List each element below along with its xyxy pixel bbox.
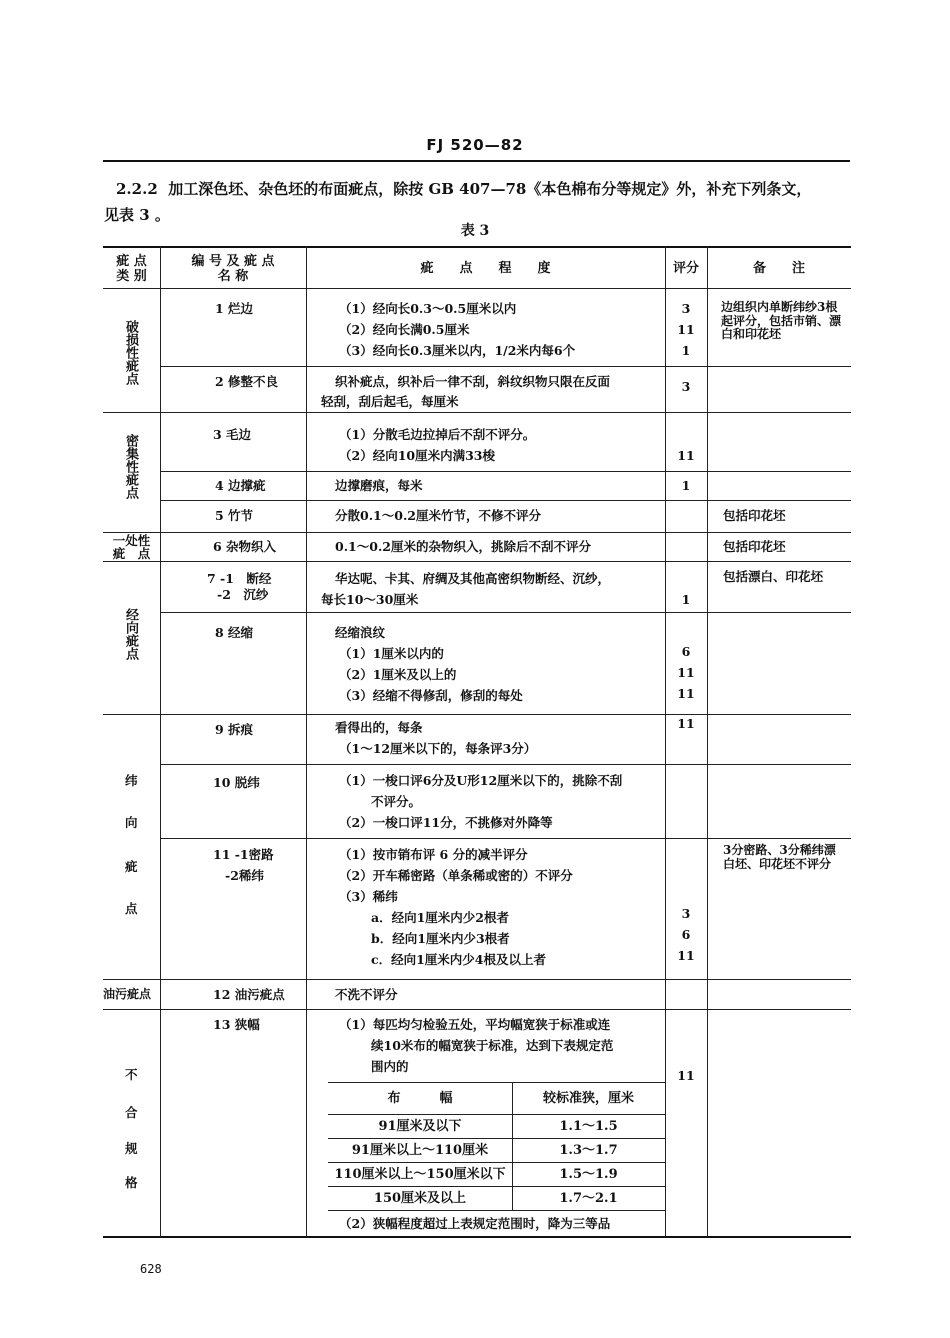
defect-score: 1 xyxy=(681,592,691,607)
defect-note: 包括印花坯 xyxy=(723,539,786,554)
width-table-header: 较标准狭，厘米 xyxy=(542,1091,634,1106)
defect-name: 12 油污疵点 xyxy=(213,987,285,1002)
defect-degree: （3）经缩不得修刮，修刮的每处 xyxy=(339,688,523,703)
defect-degree: 织补疵点，织补后一律不刮，斜纹织物只限在反面 xyxy=(335,374,611,389)
width-table-cell: 1.7～2.1 xyxy=(559,1191,618,1206)
width-table-cell: 1.1～1.5 xyxy=(559,1119,618,1134)
defect-degree: c．经向1厘米内少4根及以上者 xyxy=(371,952,547,967)
defect-name: 1 烂边 xyxy=(215,301,254,316)
defect-name: 3 毛边 xyxy=(213,427,252,442)
category-damage: 破损性疵点 xyxy=(123,320,138,385)
defect-name: 8 经缩 xyxy=(215,625,254,640)
defect-degree: （2）经向10厘米内满33梭 xyxy=(339,448,495,463)
defect-degree: （2）狭幅程度超过上表规定范围时，降为三等品 xyxy=(339,1216,611,1231)
defect-score: 3 xyxy=(681,906,691,921)
defect-degree: （1）一梭口评6分及U形12厘米以下的，挑除不刮 xyxy=(339,773,623,788)
defect-degree: b．经向1厘米内少3根者 xyxy=(371,931,510,946)
defect-score: 3 xyxy=(681,301,691,316)
defect-score: 3 xyxy=(681,379,691,394)
defect-name: 11 -1密路 xyxy=(213,847,274,862)
defect-degree: 续10米布的幅宽狭于标准，达到下表规定范 xyxy=(371,1038,614,1053)
defect-degree: 华达呢、卡其、府绸及其他高密织物断经、沉纱， xyxy=(335,571,611,586)
document-code: FJ 520—82 xyxy=(426,136,524,154)
defect-score: 11 xyxy=(677,948,695,963)
defect-note: 包括漂白、印花坯 xyxy=(723,569,824,584)
category-warp: 经向疵点 xyxy=(123,608,138,660)
defect-score: 6 xyxy=(681,644,691,659)
defect-name: 7 -1 断经 xyxy=(207,571,272,586)
defect-name: -2稀纬 xyxy=(225,868,264,883)
defect-score: 11 xyxy=(677,322,695,337)
page-number: 628 xyxy=(140,1262,162,1276)
table-title: 表 3 xyxy=(460,223,490,239)
header-rule xyxy=(103,160,850,162)
defect-degree: 0.1～0.2厘米的杂物织入，挑除后不刮不评分 xyxy=(335,539,591,554)
defect-name: 2 修整不良 xyxy=(215,374,279,389)
defect-degree: 边撑磨痕，每米 xyxy=(335,478,423,493)
defect-degree: （2）开车稀密路（单条稀或密的）不评分 xyxy=(339,868,573,883)
defect-name: 13 狭幅 xyxy=(213,1017,260,1032)
defect-degree: 分散0.1～0.2厘米竹节，不修不评分 xyxy=(335,508,541,523)
defect-score: 1 xyxy=(681,478,691,493)
defect-degree: （3）经向长0.3厘米以内，1/2米内每6个 xyxy=(339,343,576,358)
header-name: 编 号 及 疵 点 名 称 xyxy=(191,254,275,284)
defect-degree: 看得出的，每条 xyxy=(335,720,423,735)
defect-note: 3分密路、3分稀纬漂白坯、印花坯不评分 xyxy=(723,843,836,871)
defect-score: 11 xyxy=(677,1068,695,1083)
defect-degree: （2）一梭口评11分，不挑修对外降等 xyxy=(339,815,553,830)
defect-degree: 围内的 xyxy=(371,1059,409,1074)
section-number: 2.2.2 xyxy=(116,180,158,198)
defect-name: 9 拆痕 xyxy=(215,722,254,737)
category-dense: 密集性疵点 xyxy=(123,434,138,499)
defect-degree: （1）分散毛边拉掉后不刮不评分。 xyxy=(339,427,536,442)
defect-degree: （2）经向长满0.5厘米 xyxy=(339,322,470,337)
category-weft-4: 点 xyxy=(125,901,138,916)
defect-degree: （1～12厘米以下的，每条评3分） xyxy=(339,741,537,756)
defect-score: 11 xyxy=(677,448,695,463)
header-category: 疵 点 类 别 xyxy=(116,254,147,284)
defect-degree: （1）每匹均匀检验五处，平均幅宽狭于标准或连 xyxy=(339,1017,611,1032)
defect-degree: （1）1厘米以内的 xyxy=(339,646,444,661)
defect-degree: （1）按市销布评 6 分的减半评分 xyxy=(339,847,528,862)
category-weft-3: 疵 xyxy=(125,859,138,874)
width-table-cell: 91厘米及以下 xyxy=(378,1119,462,1134)
category-irregular-3: 规 xyxy=(125,1141,138,1156)
defect-degree: a．经向1厘米内少2根者 xyxy=(371,910,509,925)
category-irregular-2: 合 xyxy=(125,1105,138,1120)
category-oil: 油污疵点 xyxy=(103,987,152,1001)
width-table-cell: 1.3～1.7 xyxy=(559,1143,618,1158)
width-table-header: 布 幅 xyxy=(387,1091,453,1106)
defect-name: 5 竹节 xyxy=(215,508,254,523)
intro-line-1: 加工深色坯、杂色坯的布面疵点，除按 GB 407—78《本色棉布分等规定》外，补充下列条文， xyxy=(168,180,812,198)
header-degree: 疵 点 程 度 xyxy=(420,261,551,276)
defect-degree: 不评分。 xyxy=(371,794,422,809)
defect-score: 6 xyxy=(681,927,691,942)
width-table-cell: 110厘米以上～150厘米以下 xyxy=(334,1167,506,1182)
defect-degree: 经缩浪纹 xyxy=(335,625,386,640)
header-score: 评分 xyxy=(672,261,699,276)
defect-table xyxy=(103,246,851,1238)
defect-score: 11 xyxy=(677,665,695,680)
category-irregular-4: 格 xyxy=(125,1175,138,1190)
width-table-cell: 150厘米及以上 xyxy=(373,1191,467,1206)
defect-degree: 不洗不评分 xyxy=(335,987,398,1002)
header-note: 备 注 xyxy=(752,261,805,276)
defect-name: 4 边撑疵 xyxy=(215,478,266,493)
defect-score: 1 xyxy=(681,343,691,358)
defect-note: 包括印花坯 xyxy=(723,508,786,523)
defect-name: 6 杂物织入 xyxy=(213,539,277,554)
defect-score: 11 xyxy=(677,716,695,731)
defect-score: 11 xyxy=(677,686,695,701)
defect-degree: 轻刮，刮后起毛，每厘米 xyxy=(321,394,459,409)
defect-degree: （2）1厘米及以上的 xyxy=(339,667,457,682)
category-single: 一处性 疵 点 xyxy=(112,533,151,561)
defect-name: 10 脱纬 xyxy=(213,775,260,790)
defect-degree: 每长10～30厘米 xyxy=(321,592,419,607)
category-irregular-1: 不 xyxy=(125,1067,138,1082)
defect-degree: （1）经向长0.3～0.5厘米以内 xyxy=(339,301,517,316)
defect-note: 边组织内单断纬纱3根起评分，包括市销、漂白和印花坯 xyxy=(721,300,842,341)
width-table-cell: 1.5～1.9 xyxy=(559,1167,618,1182)
defect-degree: （3）稀纬 xyxy=(339,889,398,904)
category-weft-2: 向 xyxy=(125,815,138,830)
width-table-cell: 91厘米以上～110厘米 xyxy=(351,1143,489,1158)
defect-name: -2 沉纱 xyxy=(217,587,269,602)
category-weft-1: 纬 xyxy=(125,773,138,788)
intro-line-2: 见表 3 。 xyxy=(104,206,170,224)
